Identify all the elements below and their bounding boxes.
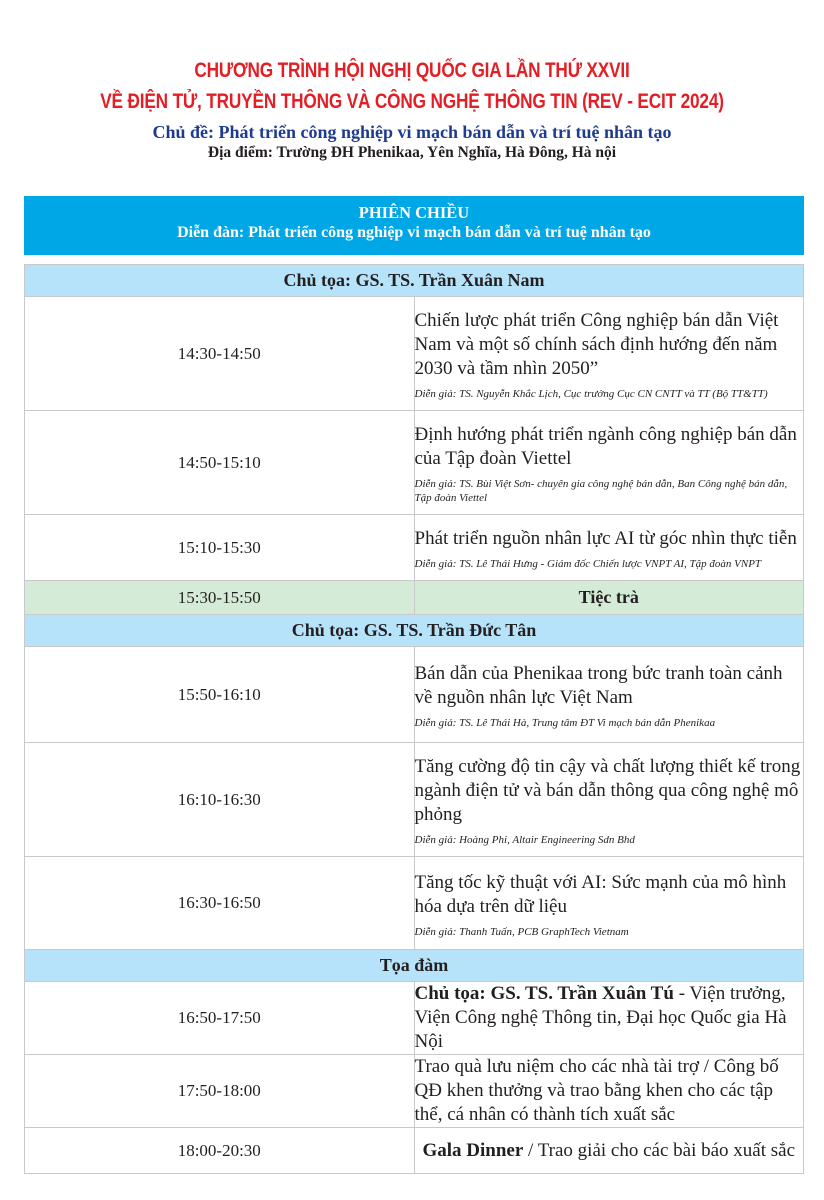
table-row [25, 515, 804, 581]
time-cell: 15:10-15:30 [25, 515, 415, 581]
panel-chair-name: Chủ tọa: GS. TS. Trần Xuân Tú [414, 983, 674, 1004]
program-title-line2: VỀ ĐIỆN TỬ, TRUYỀN THÔNG VÀ CÔNG NGHỆ THÔNG TIN (REV - ECIT 2024) [100, 90, 724, 113]
time-cell: 16:50-17:50 [25, 982, 415, 1055]
break-label: Tiệc trà [414, 581, 804, 615]
gala-rest: / Trao giải cho các bài báo xuất sắc [523, 1139, 796, 1161]
panel-header-row [25, 950, 804, 982]
break-row [25, 581, 804, 615]
panel-chair-cell [414, 982, 804, 1055]
time-cell: 14:30-14:50 [25, 297, 415, 411]
talk-cell [414, 411, 804, 515]
table-row [25, 647, 804, 743]
program-header [0, 0, 824, 163]
talk-speaker: Diễn giả: TS. Bùi Việt Sơn- chuyên gia công nghệ bán dẫn, Ban Công nghệ bán dẫn, Tập đoàn Viettel [414, 478, 788, 504]
session-name: PHIÊN CHIỀU [358, 203, 470, 222]
talk-speaker: Diễn giả: TS. Lê Thái Hà, Trung tâm ĐT Vi mạch bán dẫn Phenikaa [414, 717, 716, 729]
awards-cell: Trao quà lưu niệm cho các nhà tài trợ / Công bố QĐ khen thưởng và trao bằng khen cho các tập thể, cá nhân có thành tích xuất sắc [414, 1055, 804, 1128]
time-cell: 16:30-16:50 [25, 857, 415, 950]
talk-cell [414, 857, 804, 950]
talk-title: Bán dẫn của Phenikaa trong bức tranh toàn cảnh về nguồn nhân lực Việt Nam [414, 663, 783, 708]
table-row [25, 411, 804, 515]
chair-row [25, 615, 804, 647]
talk-cell [414, 647, 804, 743]
time-cell: 15:30-15:50 [25, 581, 415, 615]
chair-label: Chủ tọa: GS. TS. Trần Đức Tân [25, 615, 804, 647]
session-banner [24, 196, 804, 255]
talk-title: Tăng cường độ tin cậy và chất lượng thiết kế trong ngành điện tử và bán dẫn thông qua công nghệ mô phỏng [414, 756, 801, 825]
program-title-line1: CHƯƠNG TRÌNH HỘI NGHỊ QUỐC GIA LẦN THỨ XXVII [194, 59, 630, 82]
table-row [25, 857, 804, 950]
talk-title: Chiến lược phát triển Công nghiệp bán dẫn Việt Nam và một số chính sách định hướng đến năm 2030 và tầm nhìn 2050” [414, 310, 779, 379]
talk-title: Phát triển nguồn nhân lực AI từ góc nhìn thực tiễn [414, 528, 797, 549]
conference-subject: Chủ đề: Phát triển công nghiệp vi mạch bán dẫn và trí tuệ nhân tạo [152, 122, 672, 142]
table-row [25, 743, 804, 857]
talk-speaker: Diễn giả: Hoàng Phi, Altair Engineering Sdn Bhd [414, 834, 635, 846]
time-cell: 17:50-18:00 [25, 1055, 415, 1128]
talk-speaker: Diễn giả: TS. Lê Thái Hưng - Giám đốc Chiến lược VNPT AI, Tập đoàn VNPT [414, 558, 762, 570]
time-cell: 16:10-16:30 [25, 743, 415, 857]
time-cell: 15:50-16:10 [25, 647, 415, 743]
schedule-table [24, 264, 804, 1174]
talk-cell [414, 515, 804, 581]
time-cell: 14:50-15:10 [25, 411, 415, 515]
table-row [25, 1128, 804, 1174]
table-row [25, 982, 804, 1055]
gala-cell [414, 1128, 804, 1174]
talk-cell [414, 743, 804, 857]
talk-cell [414, 297, 804, 411]
panel-label: Tọa đàm [25, 950, 804, 982]
conference-venue: Địa điểm: Trường ĐH Phenikaa, Yên Nghĩa, Hà Đông, Hà nội [207, 144, 617, 161]
talk-title: Tăng tốc kỹ thuật với AI: Sức mạnh của mô hình hóa dựa trên dữ liệu [414, 871, 787, 917]
talk-title: Định hướng phát triển ngành công nghiệp bán dẫn của Tập đoàn Viettel [414, 424, 797, 469]
time-cell: 18:00-20:30 [25, 1128, 415, 1174]
chair-label: Chủ tọa: GS. TS. Trần Xuân Nam [25, 265, 804, 297]
table-row [25, 297, 804, 411]
gala-title: Gala Dinner [422, 1139, 524, 1161]
chair-row [25, 265, 804, 297]
session-forum: Diễn đàn: Phát triển công nghiệp vi mạch bán dẫn và trí tuệ nhân tạo [177, 224, 651, 241]
table-row [25, 1055, 804, 1128]
talk-speaker: Diễn giả: TS. Nguyễn Khắc Lịch, Cục trưởng Cục CN CNTT và TT (Bộ TT&TT) [414, 388, 768, 400]
talk-speaker: Diễn giả: Thanh Tuấn, PCB GraphTech Vietnam [414, 925, 629, 938]
panel-chair-affiliation: - Viện trưởng, Viện Công nghệ Thông tin, Đại học Quốc gia Hà Nội [414, 983, 787, 1052]
